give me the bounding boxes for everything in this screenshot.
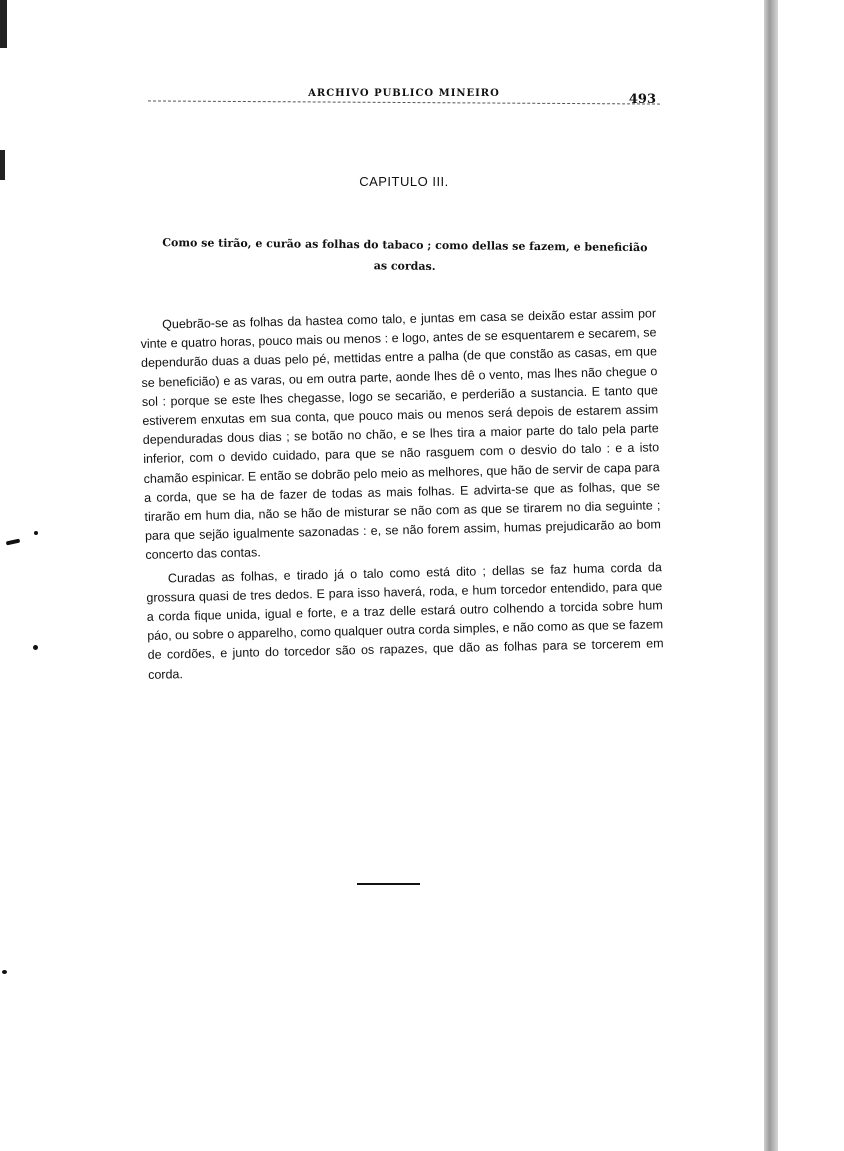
chapter-subtitle: Como se tirão, e curão as folhas do tabaco ; como dellas se fazem, e beneficião as cordas. — [162, 236, 648, 273]
paragraph: Curadas as folhas, e tirado já o talo como está dito ; dellas se faz huma corda da grossura quasi de tres dedos. E para isso haverá, roda, e hum torcedor entendido, para que a corda fique unida, igual e forte, e a traz delle estará outro colhendo a torcida sobre hum páo, ou sobre o apparelho, como qualquer outra corda simples, e não como as que se fazem de cordões, e junto do torcedor são os rapazes, que dão as folhas para se torcerem em corda. — [146, 559, 664, 682]
end-rule — [357, 883, 420, 885]
chapter-heading: CAPITULO III. — [359, 174, 449, 189]
ink-spot — [2, 970, 7, 974]
margin-mark — [0, 150, 5, 180]
paragraph: Quebrão-se as folhas da hastea como talo, e juntas em casa se deixão estar assim por vinte e quatro horas, pouco mais ou menos : e logo, antes de se esquentarem e secarem, se dependurão duas a duas pelo pé, mettidas entre a palha (de que constão as casas, em que se beneficião) e as varas, ou em outra parte, aonde lhes dê o vento, mas lhes não chegue o sol : porque se este lhes chegasse, logo se secarião, e perderião a sustancia. E tanto que estiverem enxutas em sua conta, que pouco mais ou menos será depois de estarem assim dependuradas dous dias ; se botão no chão, e se lhes tira a maior parte do talo pela parte inferior, com o devido cuidado, para que se não rasguem com o desvio do talo : e a isto chamão espinicar. E então se dobrão pelo meio as melhores, que hão de servir de capa para a corda, que se ha de fazer de todas as mais folhas. E advirta-se que as folhas, que se tirarão em hum dia, não se hão de misturar se não com as que se tirarem no dia seguinte ; para que sejão igualmente sazonadas : e, se não forem assim, humas prejudicarão ao bom concerto das contas. — [140, 306, 662, 563]
running-header — [148, 88, 660, 114]
ink-spot — [6, 539, 21, 546]
header-rule — [148, 100, 660, 104]
page-edge-shadow — [764, 0, 778, 1151]
page-number: 493 — [628, 92, 656, 107]
ink-spot — [33, 645, 38, 650]
journal-title: ARCHIVO PUBLICO MINEIRO — [308, 88, 500, 99]
margin-mark — [0, 0, 7, 48]
ink-spot — [34, 531, 38, 535]
body-text — [140, 304, 664, 688]
